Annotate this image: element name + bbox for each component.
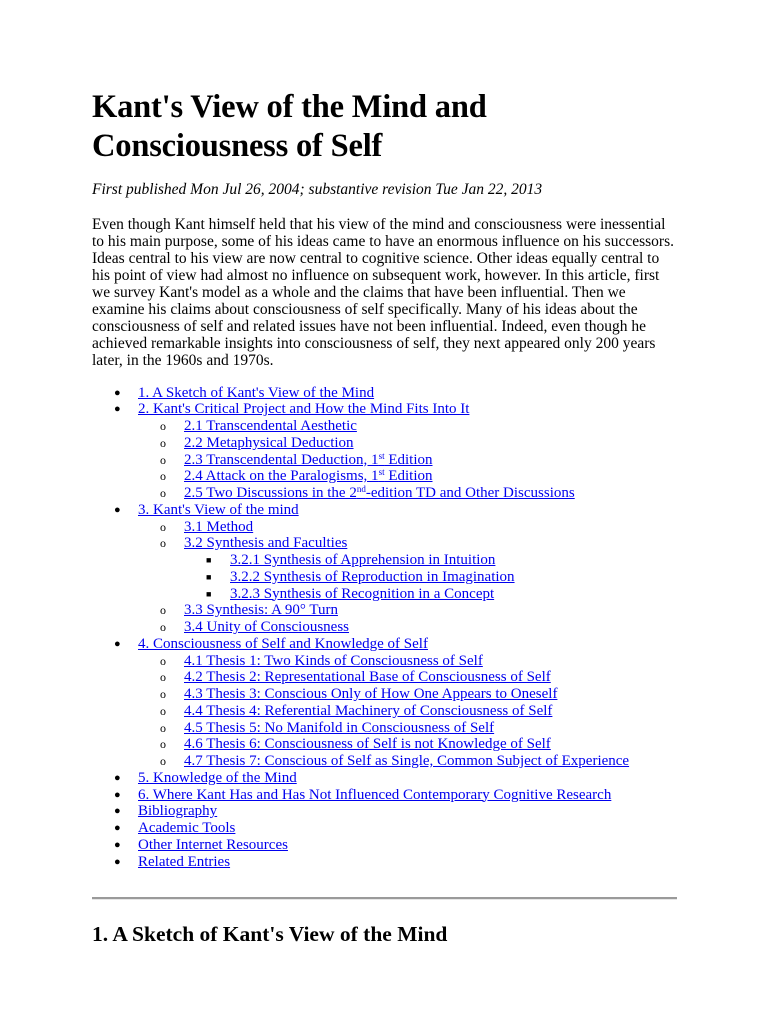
toc-item bbox=[92, 418, 677, 435]
toc-link-section-3-4[interactable]: 3.4 Unity of Consciousness bbox=[184, 619, 349, 635]
bullet-icon: ● bbox=[114, 855, 121, 868]
toc-item bbox=[92, 552, 677, 569]
toc-link-section-4-6[interactable]: 4.6 Thesis 6: Consciousness of Self is not Knowledge of Self bbox=[184, 736, 551, 753]
toc-item bbox=[92, 854, 677, 871]
toc-link-bibliography[interactable]: Bibliography bbox=[138, 803, 218, 820]
toc-item bbox=[92, 435, 677, 452]
toc-item bbox=[92, 686, 677, 703]
toc-item bbox=[92, 770, 677, 787]
toc-item bbox=[92, 519, 677, 536]
toc-link-section-4-7[interactable]: 4.7 Thesis 7: Conscious of Self as Single, Common Subject of Experience bbox=[184, 753, 630, 769]
toc-link-section-3[interactable]: 3. Kant's View of the mind bbox=[138, 501, 299, 518]
bullet-icon: ● bbox=[114, 771, 121, 784]
square-bullet-icon: ■ bbox=[206, 571, 212, 582]
toc-link-section-2-5[interactable]: 2.5 Two Discussions in the 2nd-edition TD and Other Discussions bbox=[184, 484, 575, 501]
toc-link-academic-tools[interactable]: Academic Tools bbox=[138, 820, 236, 836]
bullet-icon: ● bbox=[114, 838, 121, 851]
circle-bullet-icon: o bbox=[160, 754, 166, 768]
bullet-icon: ● bbox=[114, 403, 121, 416]
toc-item bbox=[92, 820, 677, 837]
publication-info: First published Mon Jul 26, 2004; substantive revision Tue Jan 22, 2013 bbox=[92, 181, 543, 198]
toc-item bbox=[92, 535, 677, 552]
toc-item bbox=[92, 753, 677, 770]
toc-link-section-2-4[interactable]: 2.4 Attack on the Paralogisms, 1st Edition bbox=[184, 467, 433, 485]
toc-item bbox=[92, 669, 677, 686]
bullet-icon: ● bbox=[114, 503, 121, 516]
square-bullet-icon: ■ bbox=[206, 588, 212, 599]
toc-link-section-3-2-3[interactable]: 3.2.3 Synthesis of Recognition in a Concept bbox=[230, 585, 495, 602]
toc-link-section-2-3[interactable]: 2.3 Transcendental Deduction, 1st Edition bbox=[184, 450, 433, 468]
circle-bullet-icon: o bbox=[160, 720, 166, 735]
circle-bullet-icon: o bbox=[160, 620, 166, 634]
section-heading: 1. A Sketch of Kant's View of the Mind bbox=[92, 922, 448, 947]
toc-item bbox=[92, 602, 677, 619]
toc-link-section-6[interactable]: 6. Where Kant Has and Has Not Influenced Contemporary Cognitive Research bbox=[138, 786, 612, 803]
toc-link-section-4[interactable]: 4. Consciousness of Self and Knowledge of Self bbox=[138, 635, 428, 652]
toc-item bbox=[92, 385, 677, 402]
toc-item bbox=[92, 569, 677, 586]
toc-item bbox=[92, 720, 677, 737]
toc-link-section-3-2-1[interactable]: 3.2.1 Synthesis of Apprehension in Intuition bbox=[230, 552, 496, 568]
table-of-contents bbox=[92, 385, 677, 871]
toc-link-section-2-1[interactable]: 2.1 Transcendental Aesthetic bbox=[184, 418, 357, 434]
toc-item bbox=[92, 736, 677, 753]
toc-link-section-4-1[interactable]: 4.1 Thesis 1: Two Kinds of Consciousness of Self bbox=[184, 652, 483, 669]
toc-item bbox=[92, 636, 677, 653]
bullet-icon: ● bbox=[114, 805, 121, 818]
toc-item bbox=[92, 485, 677, 502]
section-divider bbox=[92, 897, 677, 900]
bullet-icon: ● bbox=[114, 822, 121, 834]
toc-item bbox=[92, 803, 677, 820]
square-bullet-icon: ■ bbox=[206, 555, 212, 565]
circle-bullet-icon: o bbox=[160, 670, 166, 685]
toc-item bbox=[92, 619, 677, 636]
circle-bullet-icon: o bbox=[160, 486, 166, 500]
toc-item bbox=[92, 452, 677, 469]
toc-link-section-5[interactable]: 5. Knowledge of the Mind bbox=[138, 769, 297, 786]
bullet-icon: ● bbox=[114, 788, 121, 801]
toc-link-section-3-2-2[interactable]: 3.2.2 Synthesis of Reproduction in Imagination bbox=[230, 568, 515, 585]
toc-item bbox=[92, 468, 677, 485]
toc-item bbox=[92, 502, 677, 519]
toc-link-section-2[interactable]: 2. Kant's Critical Project and How the Mind Fits Into It bbox=[138, 401, 470, 418]
toc-link-section-4-4[interactable]: 4.4 Thesis 4: Referential Machinery of Consciousness of Self bbox=[184, 702, 553, 719]
toc-item bbox=[92, 787, 677, 804]
toc-link-section-4-2[interactable]: 4.2 Thesis 2: Representational Base of Consciousness of Self bbox=[184, 669, 551, 686]
toc-link-section-4-5[interactable]: 4.5 Thesis 5: No Manifold in Consciousness of Self bbox=[184, 719, 495, 736]
toc-link-section-4-3[interactable]: 4.3 Thesis 3: Conscious Only of How One Appears to Oneself bbox=[184, 686, 558, 702]
circle-bullet-icon: o bbox=[160, 452, 166, 467]
circle-bullet-icon: o bbox=[160, 435, 166, 450]
toc-link-section-3-2[interactable]: 3.2 Synthesis and Faculties bbox=[184, 535, 348, 552]
circle-bullet-icon: o bbox=[160, 737, 166, 752]
toc-link-section-3-1[interactable]: 3.1 Method bbox=[184, 518, 254, 535]
toc-link-other-internet-resources[interactable]: Other Internet Resources bbox=[138, 836, 288, 853]
toc-item bbox=[92, 703, 677, 720]
circle-bullet-icon: o bbox=[160, 703, 166, 718]
circle-bullet-icon: o bbox=[160, 653, 166, 668]
intro-paragraph: Even though Kant himself held that his view of the mind and consciousness were inessential to his main purpose, some of his ideas came to have an enormous influence on his successors. Ideas central to his view are now central to cognitive science. Other ideas equally central to his point of view had almost no influence on subsequent work, however. In this article, first we survey Kant's model as a whole and the claims that have been influential. Then we examine his claims about consciousness of self specifically. Many of his ideas about the consciousness of self and related issues have not been influential. Indeed, even though he achieved remarkable insights into consciousness of self, they next appeared only 200 years later, in the 1960s and 1970s. bbox=[92, 216, 674, 369]
circle-bullet-icon: o bbox=[160, 469, 166, 484]
toc-link-section-3-3[interactable]: 3.3 Synthesis: A 90° Turn bbox=[184, 602, 338, 619]
circle-bullet-icon: o bbox=[160, 536, 166, 551]
toc-item bbox=[92, 837, 677, 854]
toc-link-related-entries[interactable]: Related Entries bbox=[138, 853, 231, 870]
bullet-icon: ● bbox=[114, 386, 121, 399]
circle-bullet-icon: o bbox=[160, 419, 166, 433]
toc-item bbox=[92, 653, 677, 670]
toc-link-section-2-2[interactable]: 2.2 Metaphysical Deduction bbox=[184, 434, 354, 451]
toc-item bbox=[92, 586, 677, 603]
circle-bullet-icon: o bbox=[160, 687, 166, 701]
bullet-icon: ● bbox=[114, 637, 121, 650]
circle-bullet-icon: o bbox=[160, 519, 166, 534]
article-title: Kant's View of the Mind and Consciousness of Self bbox=[92, 89, 487, 164]
toc-link-section-1[interactable]: 1. A Sketch of Kant's View of the Mind bbox=[138, 384, 375, 401]
circle-bullet-icon: o bbox=[160, 603, 166, 618]
toc-item bbox=[92, 401, 677, 418]
